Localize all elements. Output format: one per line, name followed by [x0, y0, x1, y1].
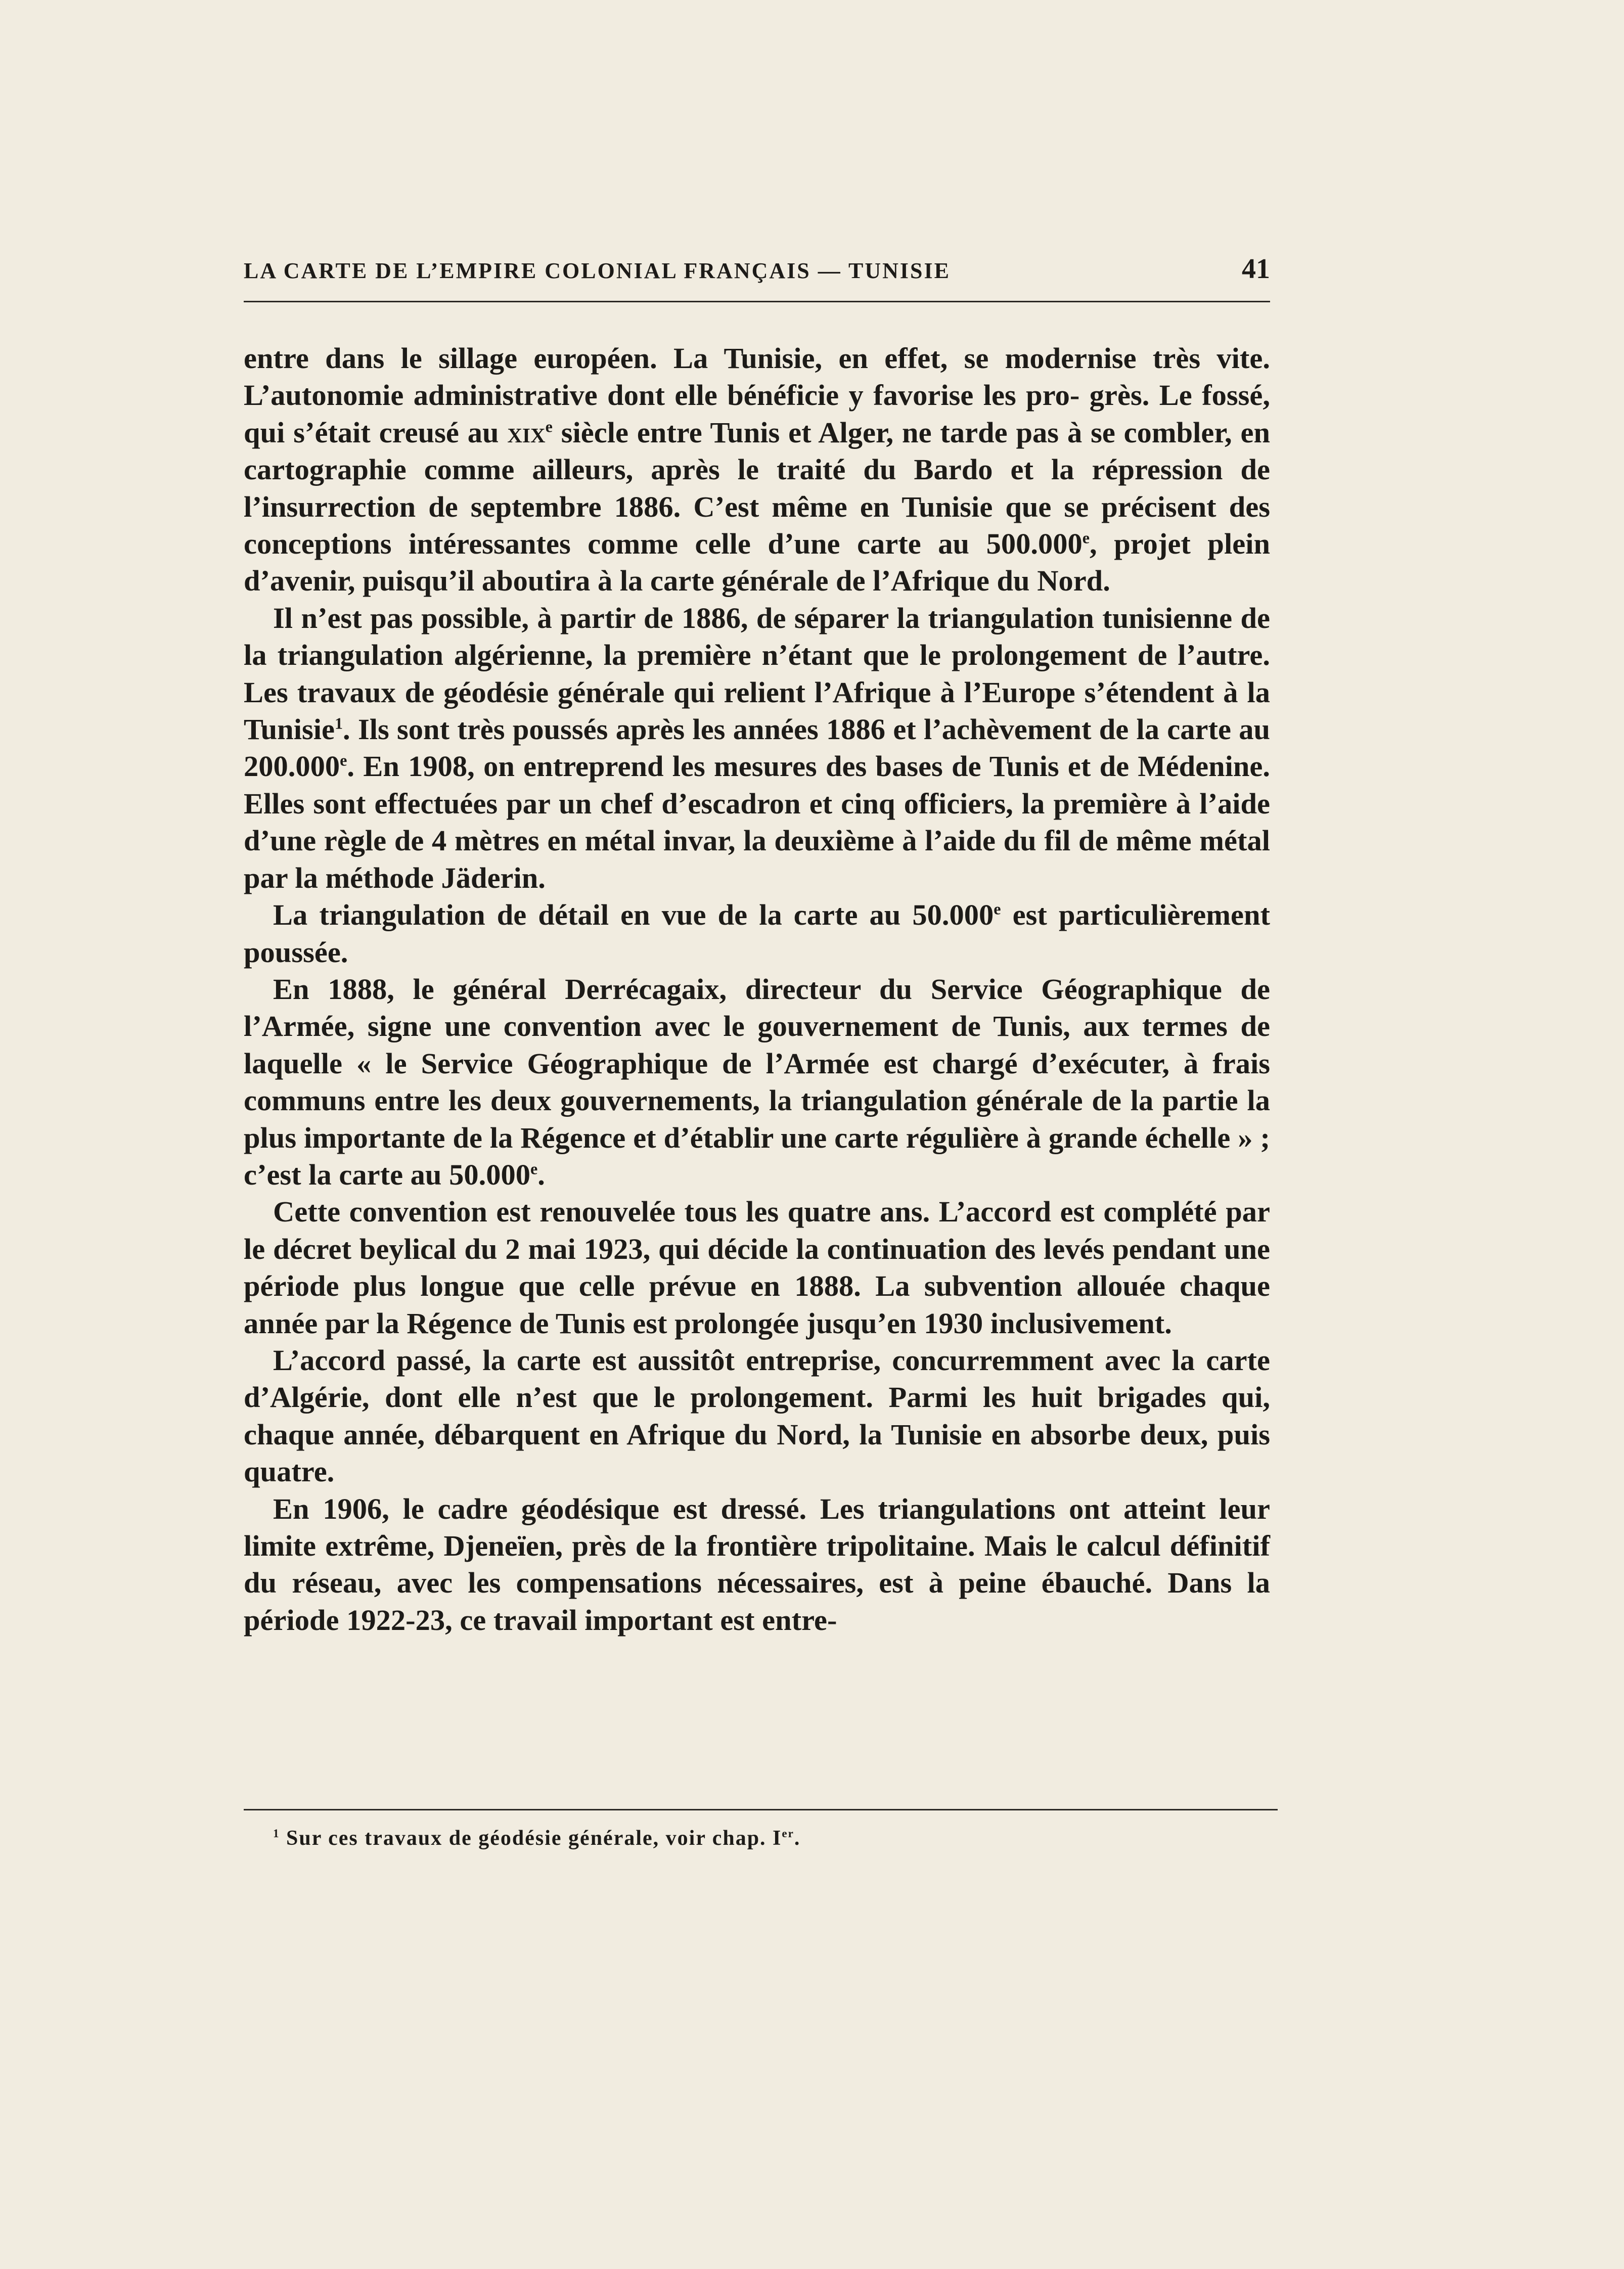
- footnote-marker: 1: [273, 1827, 280, 1840]
- paragraph: Cette convention est renouvelée tous les quatre ans. L’accord est complété par le décret beylical du 2 mai 1923, qui décide la continuation des levés pendant une période plus longue que celle prévue en 1888. La subvention allouée chaque année par la Régence de Tunis est prolongée jusqu’en 1930 inclusivement.: [244, 1195, 1270, 1340]
- paragraph: entre dans le sillage européen. La Tunisie, en effet, se modernise très vite. L’autonomie administrative dont elle bénéficie y favorise les pro- grès. Le fossé, qui s’était creusé au xix$^e$ siècle entre Tunis et Alger, ne tarde pas à se combler, en cartographie comme ailleurs, après le traité du Bardo et la répression de l’insurrection de septembre 1886. C’est même en Tunisie que se précisent des conceptions intéressantes comme celle d’une carte au 500.000e, projet plein d’avenir, puisqu’il aboutira à la carte générale de l’Afrique du Nord.: [244, 342, 1271, 598]
- paragraph: Il n’est pas possible, à partir de 1886, de séparer la triangulation tunisienne de la triangulation algérienne, la première n’étant que le prolongement de l’autre. Les travaux de géodésie générale qui relient l’Afrique à l’Europe s’étendent à la Tunisie$^1$. Ils sont très poussés après les années 1886 et l’achèvement de la carte au 200.000e. En 1908, on entreprend les mesures des bases de Tunis et de Médenine. Elles sont effectuées par un chef d’escadron et cinq officiers, la première à l’aide d’une règle de 4 mètres en métal invar, la deuxième à l’aide du fil de même métal par la méthode Jäderin.: [244, 601, 1270, 894]
- paragraph: En 1888, le général Derrécagaix, directeur du Service Géographique de l’Armée, signe une convention avec le gouvernement de Tunis, aux termes de laquelle « le Service Géographique de l’Armée est chargé d’exécuter, à frais communs entre les deux gouvernements, la triangulation générale de la partie la plus importante de la Régence et d’établir une carte régulière à grande échelle » ; c’est la carte au 50.000e.: [244, 972, 1270, 1191]
- superscript: er: [782, 1827, 794, 1840]
- page-header: [244, 253, 1270, 283]
- superscript: e: [994, 899, 1001, 918]
- running-head: LA CARTE DE L’EMPIRE COLONIAL FRANÇAIS — TUNISIE: [244, 258, 951, 283]
- superscript: e: [545, 417, 553, 436]
- header-rule: [244, 301, 1270, 302]
- paragraph: En 1906, le cadre géodésique est dressé. Les triangulations ont atteint leur limite extrême, Djeneïen, près de la frontière tripolitaine. Mais le calcul définitif du réseau, avec les compensations nécessaires, est à peine ébauché. Dans la période 1922-23, ce travail important est entre-: [244, 1492, 1270, 1637]
- paragraph: La triangulation de détail en vue de la carte au 50.000e est particulièrement poussée.: [244, 898, 1270, 969]
- roman-numeral: xix: [507, 416, 546, 449]
- superscript: e: [340, 751, 347, 769]
- footnote-text: Sur ces travaux de géodésie générale, voir chap. I: [280, 1827, 782, 1850]
- superscript: e: [1082, 528, 1090, 547]
- body-text: [244, 340, 1270, 1639]
- footnote: $^1$ Sur ces travaux de géodésie générale, voir chap. Ier.: [273, 1827, 801, 1850]
- footnote-ref: 1: [334, 714, 343, 733]
- page-number: 41: [1242, 253, 1270, 285]
- paragraph: L’accord passé, la carte est aussitôt entreprise, concurremment avec la carte d’Algérie, dont elle n’est que le prolongement. Parmi les huit brigades qui, chaque année, débarquent en Afrique du Nord, la Tunisie en absorbe deux, puis quatre.: [244, 1343, 1270, 1488]
- footnote-rule: [244, 1809, 1278, 1810]
- superscript: e: [530, 1159, 538, 1178]
